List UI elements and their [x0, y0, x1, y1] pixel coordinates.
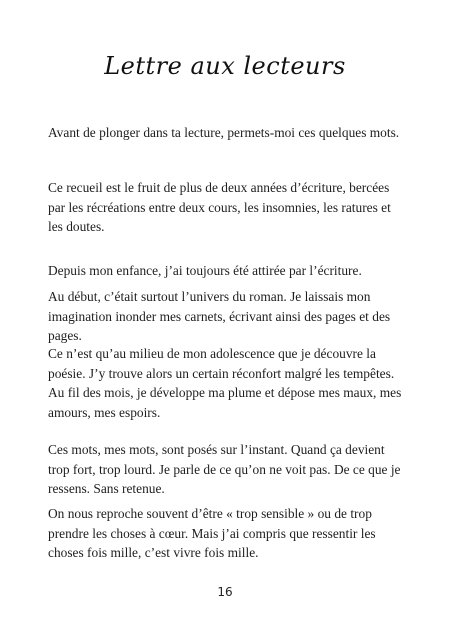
paragraph-enfance: Depuis mon enfance, j’ai toujours été attirée par l’écriture.	[48, 263, 362, 278]
page-title: Lettre aux lecteurs	[104, 52, 346, 80]
page-number: 16	[217, 585, 233, 599]
paragraph-sensible: On nous reproche souvent d’être « trop sensible » ou de trop prendre les choses à cœur. Mais j’ai compris que ressentir les choses fois mille, c’est vivre fois mille.	[48, 506, 376, 560]
paragraph-intro: Avant de plonger dans ta lecture, permets-moi ces quelques mots.	[48, 125, 400, 140]
paragraph-recueil: Ce recueil est le fruit de plus de deux années d’écriture, bercées par les récréations entre deux cours, les insomnies, les ratures et les doutes.	[48, 180, 391, 234]
paragraph-mots: Ces mots, mes mots, sont posés sur l’instant. Quand ça devient trop fort, trop lourd. Je parle de ce qu’on ne voit pas. De ce que je ressens. Sans retenue.	[48, 442, 401, 496]
paragraph-roman: Au début, c’était surtout l’univers du roman. Je laissais mon imagination inonder mes carnets, écrivant ainsi des pages et des pages.	[48, 289, 391, 343]
paragraph-poesie: Ce n’est qu’au milieu de mon adolescence que je découvre la poésie. J’y trouve alors un certain réconfort malgré les tempêtes. Au fil des mois, je développe ma plume et dépose mes maux, mes amours, mes espoirs.	[48, 346, 402, 420]
